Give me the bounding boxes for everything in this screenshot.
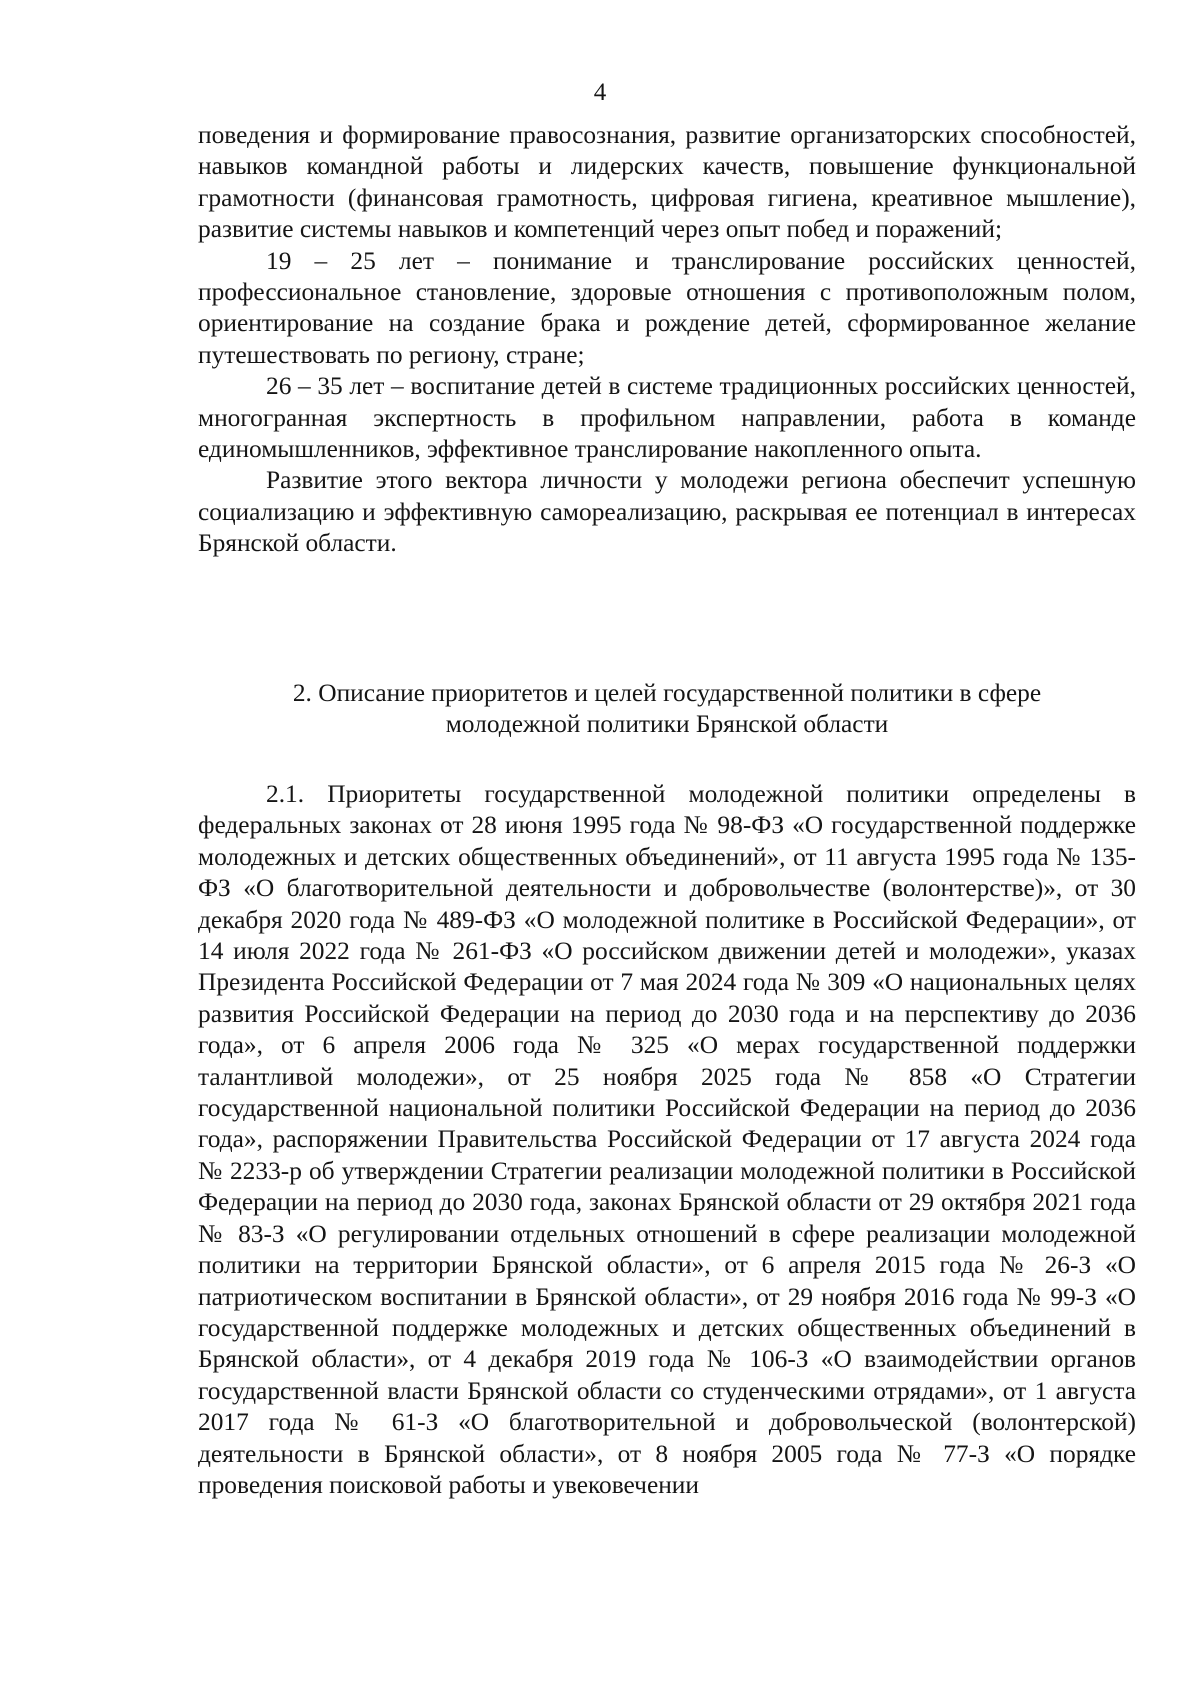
paragraph-priorities: 2.1. Приоритеты государственной молодежной политики определены в федеральных законах от 28 июня 1995 года № 98-ФЗ «О государственной поддержке молодежных и детских общественных объединений», от 11 августа 1995 года № 135-ФЗ «О благотворительной деятельности и добровольчестве (волонтерстве)», от 30 декабря 2020 года № 489-ФЗ «О молодежной политике в Российской Федерации», от 14 июля 2022 года № 261-ФЗ «О российском движении детей и молодежи», указах Президента Российской Федерации от 7 мая 2024 года № 309 «О национальных целях развития Российской Федерации на период до 2030 года и на перспективу до 2036 года», от 6 апреля 2006 года № 325 «О мерах государственной поддержки талантливой молодежи», от 25 ноября 2025 года № 858 «О Стратегии государственной национальной политики Российской Федерации на период до 2036 года», распоряжении Правительства Российской Федерации от 17 августа 2024 года № 2233-р об утверждении Стратегии реализации молодежной политики в Российской Федерации на период до 2030 года, законах Брянской области от 29 октября 2021 года № 83-З «О регулировании отдельных отношений в сфере реализации молодежной политики на территории Брянской области», от 6 апреля 2015 года № 26-З «О патриотическом воспитании в Брянской области», от 29 ноября 2016 года № 99-З «О государственной поддержке молодежных и детских общественных объединений в Брянской области», от 4 декабря 2019 года № 106-З «О взаимодействии органов государственной власти Брянской области со студенческими отрядами», от 1 августа 2017 года № 61-З «О благотворительной и добровольческой (волонтерской) деятельности в Брянской области», от 8 ноября 2005 года № 77-З «О порядке проведения поисковой работы и увековечении (198, 780, 1136, 1499)
paragraph-continuation: поведения и формирование правосознания, развитие организаторских способностей, навыков командной работы и лидерских качеств, повышение функциональной грамотности (финансовая грамотность, цифровая гигиена, креативное мышление), развитие системы навыков и компетенций через опыт побед и поражений; (198, 121, 1136, 244)
page-number: 4 (593, 79, 607, 106)
section-heading (198, 678, 1136, 741)
section-heading-line-1: 2. Описание приоритетов и целей государственной политики в сфере (292, 679, 1042, 707)
section-heading-line-2: молодежной политики Брянской области (445, 710, 889, 739)
paragraph-age-19-25: 19 – 25 лет – понимание и транслирование российских ценностей, профессиональное становление, здоровые отношения с противоположным полом, ориентирование на создание брака и рождение детей, сформированное желание путешествовать по региону, стране; (198, 246, 1136, 369)
body-text (198, 120, 1136, 560)
paragraph-development-summary: Развитие этого вектора личности у молодежи региона обеспечит успешную социализацию и эффективную самореализацию, раскрывая ее потенциал в интересах Брянской области. (198, 466, 1136, 558)
paragraph-age-26-35: 26 – 35 лет – воспитание детей в системе традиционных российских ценностей, многогранная экспертность в профильном направлении, работа в команде единомышленников, эффективное транслирование накопленного опыта. (198, 372, 1136, 464)
section-body (198, 779, 1136, 1501)
